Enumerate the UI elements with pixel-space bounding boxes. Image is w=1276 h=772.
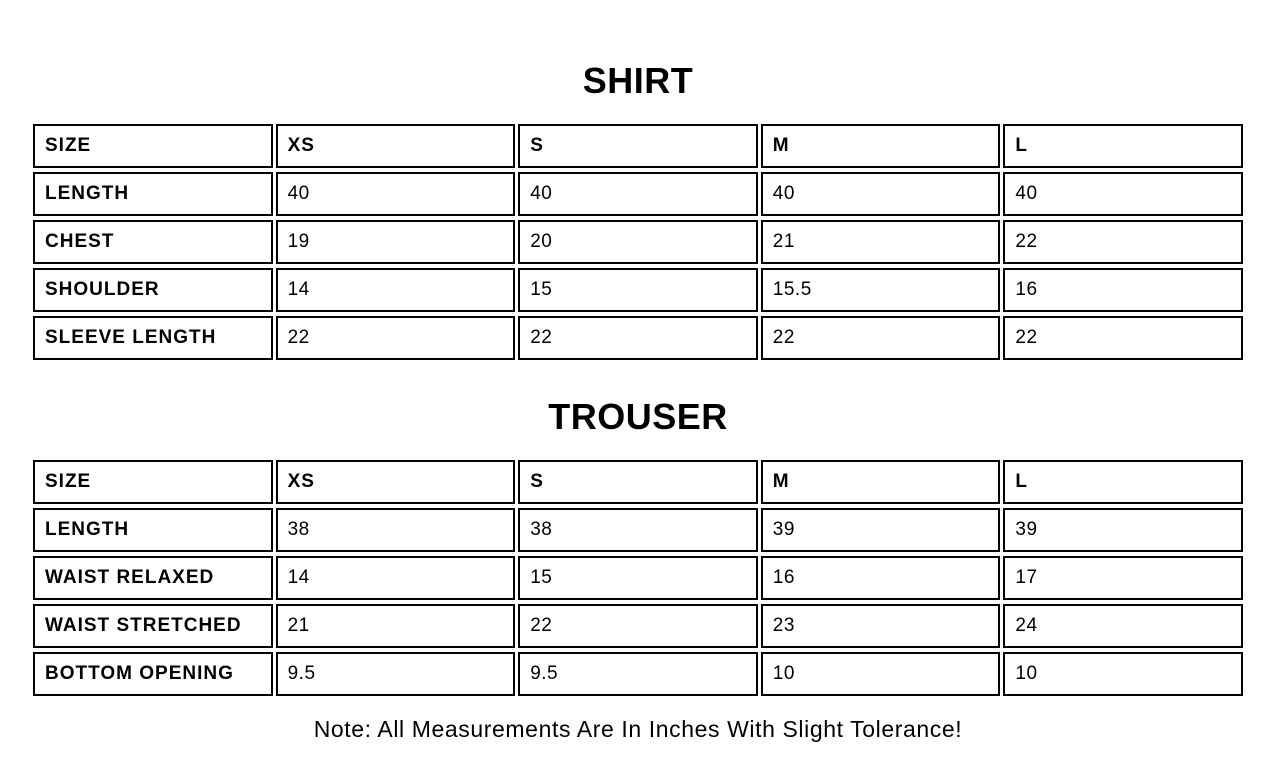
header-cell: S [518, 124, 758, 168]
header-cell: M [761, 460, 1001, 504]
header-cell: L [1003, 460, 1243, 504]
measurement-note: Note: All Measurements Are In Inches With Slight Tolerance! [313, 716, 963, 742]
value-cell: 17 [1003, 556, 1243, 600]
row-label: BOTTOM OPENING [33, 652, 273, 696]
table-row [33, 172, 1243, 216]
value-cell: 40 [518, 172, 758, 216]
table-row [33, 508, 1243, 552]
row-label: LENGTH [33, 508, 273, 552]
value-cell: 19 [276, 220, 516, 264]
value-cell: 15.5 [761, 268, 1001, 312]
value-cell: 14 [276, 268, 516, 312]
table-row [33, 220, 1243, 264]
table-row [33, 268, 1243, 312]
value-cell: 10 [1003, 652, 1243, 696]
value-cell: 22 [518, 316, 758, 360]
row-label: WAIST STRETCHED [33, 604, 273, 648]
value-cell: 39 [761, 508, 1001, 552]
row-label: CHEST [33, 220, 273, 264]
header-cell: XS [276, 124, 516, 168]
header-cell: SIZE [33, 124, 273, 168]
value-cell: 21 [761, 220, 1001, 264]
row-label: SLEEVE LENGTH [33, 316, 273, 360]
value-cell: 15 [518, 556, 758, 600]
header-cell: SIZE [33, 460, 273, 504]
value-cell: 39 [1003, 508, 1243, 552]
value-cell: 24 [1003, 604, 1243, 648]
table-row [33, 124, 1243, 168]
table-row [33, 556, 1243, 600]
header-cell: S [518, 460, 758, 504]
shirt-title: SHIRT [582, 60, 694, 101]
value-cell: 22 [276, 316, 516, 360]
value-cell: 9.5 [518, 652, 758, 696]
table-row [33, 460, 1243, 504]
row-label: WAIST RELAXED [33, 556, 273, 600]
value-cell: 20 [518, 220, 758, 264]
value-cell: 22 [1003, 316, 1243, 360]
value-cell: 22 [761, 316, 1001, 360]
value-cell: 21 [276, 604, 516, 648]
value-cell: 40 [1003, 172, 1243, 216]
row-label: LENGTH [33, 172, 273, 216]
table-row [33, 652, 1243, 696]
trouser-title: TROUSER [548, 396, 728, 437]
value-cell: 9.5 [276, 652, 516, 696]
header-cell: L [1003, 124, 1243, 168]
trouser-size-table [30, 456, 1246, 700]
value-cell: 14 [276, 556, 516, 600]
value-cell: 15 [518, 268, 758, 312]
value-cell: 40 [761, 172, 1001, 216]
value-cell: 22 [1003, 220, 1243, 264]
value-cell: 40 [276, 172, 516, 216]
value-cell: 38 [276, 508, 516, 552]
shirt-size-table [30, 120, 1246, 364]
value-cell: 16 [761, 556, 1001, 600]
row-label: SHOULDER [33, 268, 273, 312]
value-cell: 16 [1003, 268, 1243, 312]
table-row [33, 604, 1243, 648]
value-cell: 23 [761, 604, 1001, 648]
header-cell: M [761, 124, 1001, 168]
table-row [33, 316, 1243, 360]
header-cell: XS [276, 460, 516, 504]
value-cell: 22 [518, 604, 758, 648]
value-cell: 38 [518, 508, 758, 552]
value-cell: 10 [761, 652, 1001, 696]
